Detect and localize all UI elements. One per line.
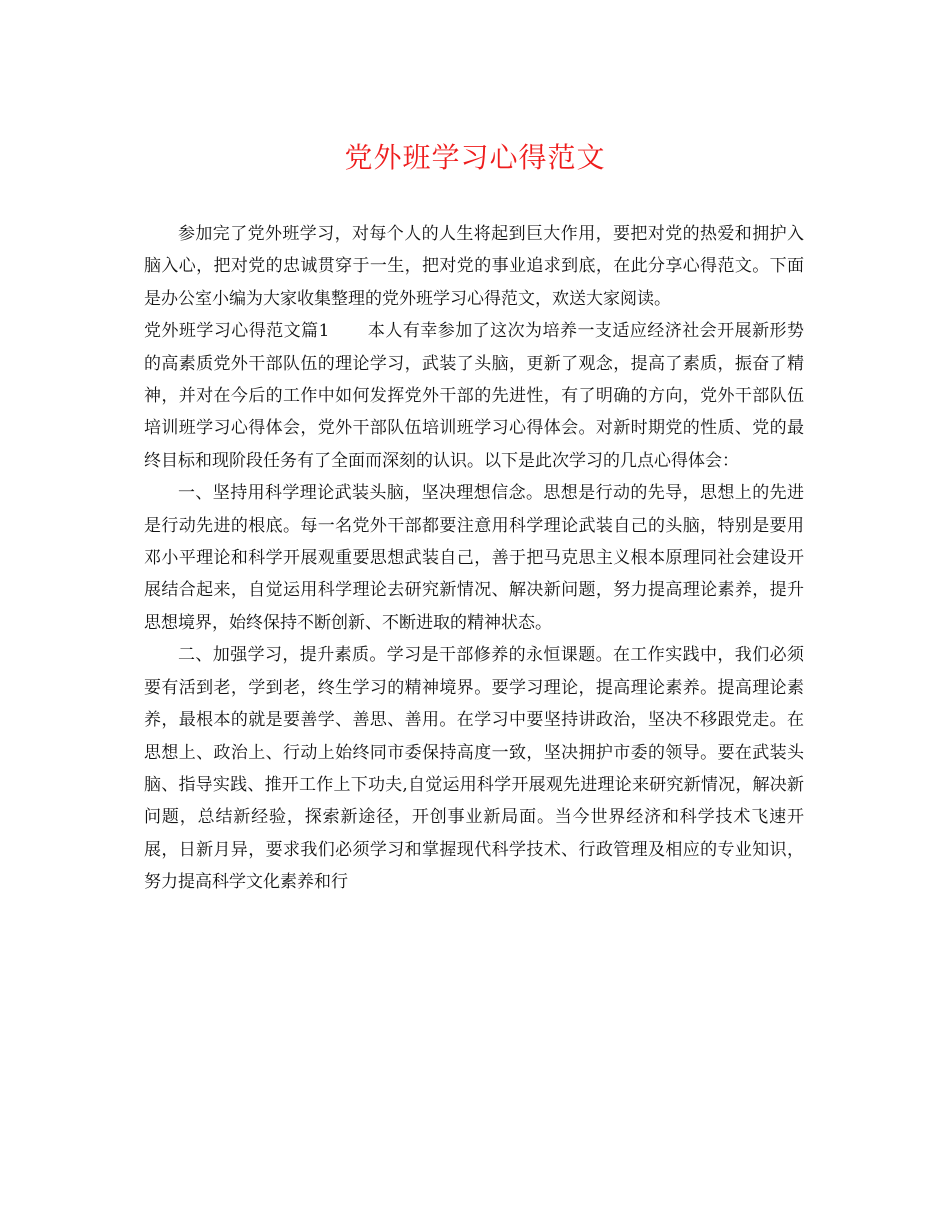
point2-paragraph: 二、加强学习，提升素质。学习是干部修养的永恒课题。在工作实践中，我们必须要有活到老，学到老，终生学习的精神境界。要学习理论，提高理论素养。提高理论素养，最根本的就是要善学、善思、善用。在学习中要坚持讲政治，坚决不移跟党走。在思想上、政治上、行动上始终同市委保持高度一致，坚决拥护市委的领导。要在武装头脑、指导实践、推开工作上下功夫,自觉运用科学开展观先进理论来研究新情况，解决新问题，总结新经验，探索新途径，开创事业新局面。当今世界经济和科学技术飞速开展，日新月异，要求我们必须学习和掌握现代科学技术、行政管理及相应的专业知识，努力提高科学文化素养和行 bbox=[144, 645, 804, 893]
point1-paragraph: 一、坚持用科学理论武装头脑，坚决理想信念。思想是行动的先导，思想上的先进是行动先进的根底。每一名党外干部都要注意用科学理论武装自己的头脑，特别是要用邓小平理论和科学开展观重要思想武装自己，善于把马克思主义根本原理同社会建设开展结合起来，自觉运用科学理论去研究新情况、解决新问题，努力提高理论素养，提升思想境界，始终保持不断创新、不断进取的精神状态。 bbox=[144, 483, 804, 633]
section1-heading: 党外班学习心得范文篇1 bbox=[144, 321, 330, 342]
section1-paragraph bbox=[144, 315, 804, 477]
section1-text: 本人有幸参加了这次为培养一支适应经济社会开展新形势的高素质党外干部队伍的理论学习，武装了头脑，更新了观念，提高了素质，振奋了精神，并对在今后的工作中如何发挥党外干部的先进性，有了明确的方向，党外干部队伍培训班学习心得体会，党外干部队伍培训班学习心得体会。对新时期党的性质、党的最终目标和现阶段任务有了全面而深刻的认识。以下是此次学习的几点心得体会： bbox=[144, 321, 804, 471]
intro-paragraph: 参加完了党外班学习，对每个人的人生将起到巨大作用，要把对党的热爱和拥护入脑入心，把对党的忠诚贯穿于一生，把对党的事业追求到底，在此分享心得范文。下面是办公室小编为大家收集整理的党外班学习心得范文，欢送大家阅读。 bbox=[144, 224, 804, 309]
document-body bbox=[144, 218, 804, 899]
document-title: 党外班学习心得范文 bbox=[344, 141, 606, 174]
